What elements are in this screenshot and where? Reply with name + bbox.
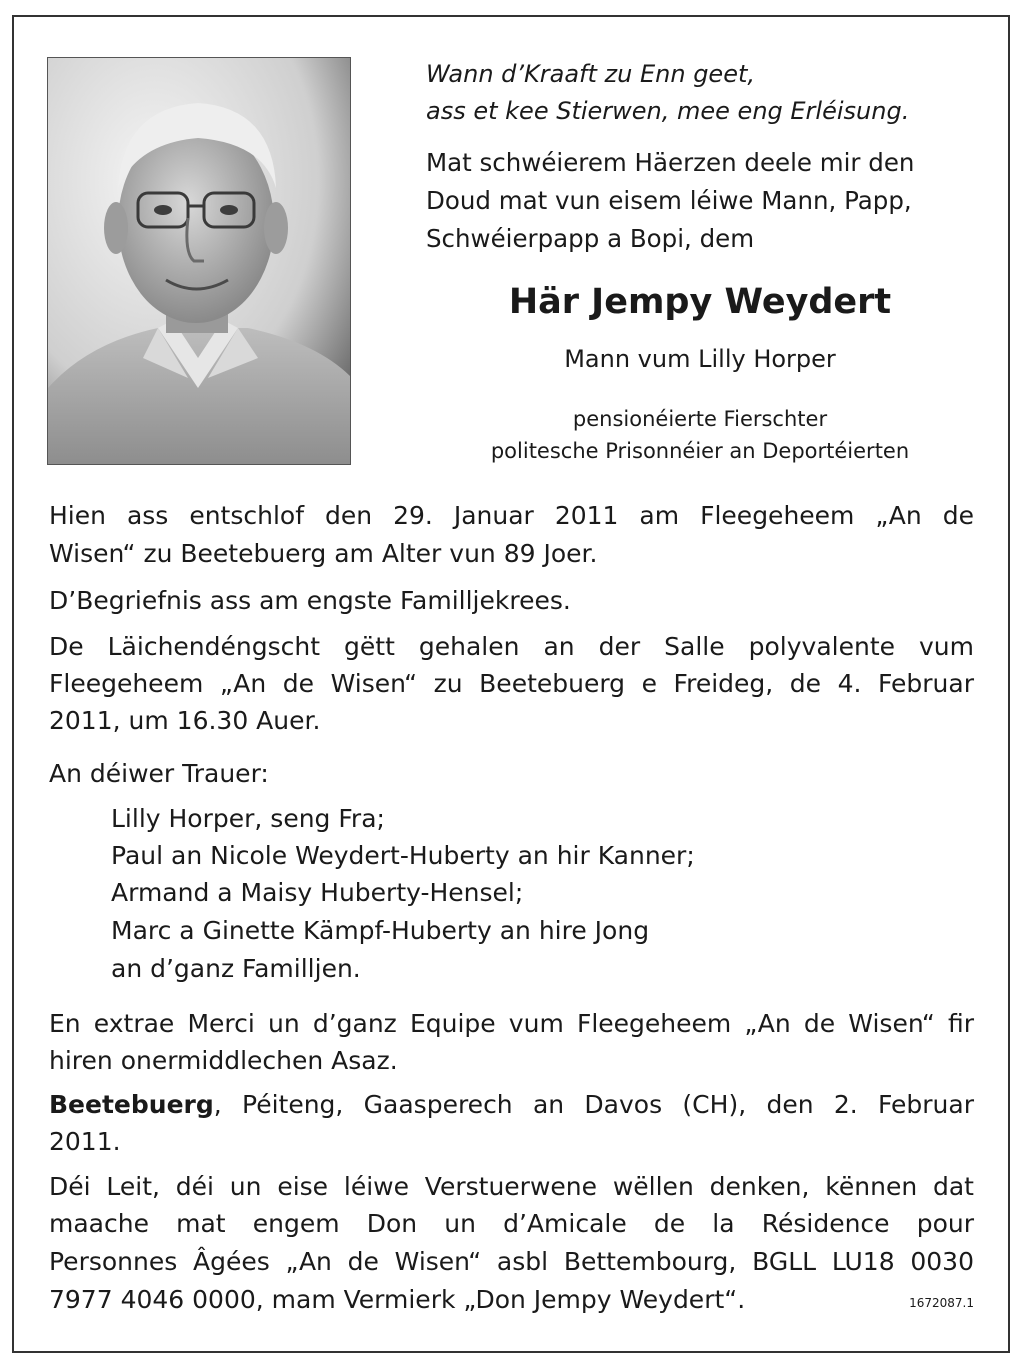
portrait-photo [47, 57, 351, 465]
death-notice-line: Wisen“ zu Beetebuerg am Alter vun 89 Joer. [49, 539, 598, 568]
role-line: pensionéierte Fierschter [572, 407, 828, 431]
thanks-line: En extrae Merci un d’ganz Equipe vum Fleegeheem „An de Wisen“ fir [49, 1009, 974, 1038]
place-date-rest: , Péiteng, Gaasperech an Davos (CH), den 2. Februar [213, 1090, 974, 1119]
place-date-line [49, 1092, 974, 1117]
service-line: 2011, um 16.30 Auer. [49, 706, 321, 735]
mourner-line: Lilly Horper, seng Fra; [111, 804, 385, 833]
motto-line: Wann d’Kraaft zu Enn geet, [426, 60, 756, 88]
intro-line: Schwéierpapp a Bopi, dem [426, 224, 755, 253]
donation-line: Déi Leit, déi un eise léiwe Verstuerwene wëllen denken, kënnen dat [49, 1172, 974, 1201]
intro-line: Mat schwéierem Häerzen deele mir den [426, 148, 915, 177]
place-date-year: 2011. [49, 1127, 121, 1156]
motto-line: ass et kee Stierwen, mee eng Erléisung. [426, 97, 910, 125]
mourner-line: an d’ganz Familljen. [111, 954, 361, 983]
funeral-line: D’Begriefnis ass am engste Familljekrees. [49, 586, 571, 615]
mourner-line: Marc a Ginette Kämpf-Huberty an hire Jong [111, 916, 650, 945]
thanks-line: hiren onermiddlechen Asaz. [49, 1046, 398, 1075]
deceased-name: Här Jempy Weydert [508, 282, 892, 322]
reference-number: 1672087.1 [909, 1296, 974, 1310]
donation-line: 7977 4046 0000, mam Vermierk „Don Jempy Weydert“. [49, 1285, 746, 1314]
place-name: Beetebuerg [49, 1090, 214, 1119]
mourner-line: Paul an Nicole Weydert-Huberty an hir Kanner; [111, 841, 695, 870]
mourners-heading: An déiwer Trauer: [49, 759, 269, 788]
service-line: Fleegeheem „An de Wisen“ zu Beetebuerg e Freideg, de 4. Februar [49, 669, 974, 698]
spouse-line: Mann vum Lilly Horper [564, 345, 836, 373]
donation-line: maache mat engem Don un d’Amicale de la Résidence pour [49, 1209, 974, 1238]
role-line: politesche Prisonnéier an Deportéierten [490, 439, 910, 463]
service-line: De Läichendéngscht gëtt gehalen an der Salle polyvalente vum [49, 632, 974, 661]
intro-line: Doud mat vun eisem léiwe Mann, Papp, [426, 186, 912, 215]
mourner-line: Armand a Maisy Huberty-Hensel; [111, 878, 524, 907]
donation-line: Personnes Âgées „An de Wisen“ asbl Bettembourg, BGLL LU18 0030 [49, 1247, 974, 1276]
death-notice-line: Hien ass entschlof den 29. Januar 2011 am Fleegeheem „An de [49, 501, 974, 530]
portrait-image [48, 58, 351, 465]
